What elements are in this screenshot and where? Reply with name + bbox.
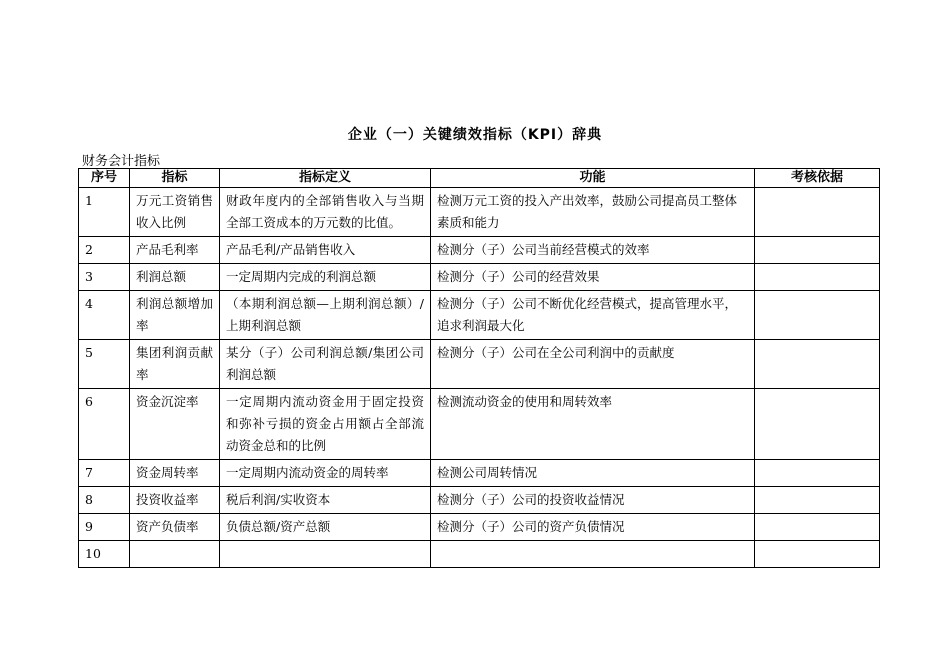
header-function: 功能 — [431, 169, 755, 188]
kpi-dictionary-table — [78, 168, 880, 568]
header-basis: 考核依据 — [755, 169, 880, 188]
cell-no: 8 — [79, 487, 130, 514]
cell-indicator: 投资收益率 — [130, 487, 220, 514]
cell-basis — [755, 237, 880, 264]
cell-basis — [755, 188, 880, 237]
cell-definition: 财政年度内的全部销售收入与当期全部工资成本的万元数的比值。 — [220, 188, 431, 237]
cell-definition: 一定周期内流动资金用于固定投资和弥补亏损的资金占用额占全部流动资金总和的比例 — [220, 389, 431, 460]
cell-no: 5 — [79, 340, 130, 389]
table-row — [79, 188, 880, 237]
table-row — [79, 487, 880, 514]
cell-indicator: 资金沉淀率 — [130, 389, 220, 460]
cell-definition: 产品毛利/产品销售收入 — [220, 237, 431, 264]
table-row — [79, 514, 880, 541]
cell-definition: 税后利润/实收资本 — [220, 487, 431, 514]
cell-indicator: 利润总额增加率 — [130, 291, 220, 340]
cell-function — [431, 541, 755, 568]
cell-basis — [755, 340, 880, 389]
cell-basis — [755, 389, 880, 460]
cell-definition — [220, 541, 431, 568]
cell-no: 4 — [79, 291, 130, 340]
cell-function: 检测分（子）公司不断优化经营模式，提高管理水平，追求利润最大化 — [431, 291, 755, 340]
header-indicator: 指标 — [130, 169, 220, 188]
cell-indicator: 集团利润贡献率 — [130, 340, 220, 389]
table-header-row — [79, 169, 880, 188]
table-row — [79, 291, 880, 340]
cell-no: 10 — [79, 541, 130, 568]
cell-definition: 一定周期内流动资金的周转率 — [220, 460, 431, 487]
cell-no: 6 — [79, 389, 130, 460]
cell-definition: 负债总额/资产总额 — [220, 514, 431, 541]
cell-definition: （本期利润总额—上期利润总额）/上期利润总额 — [220, 291, 431, 340]
cell-indicator: 资产负债率 — [130, 514, 220, 541]
cell-no: 3 — [79, 264, 130, 291]
cell-function: 检测分（子）公司在全公司利润中的贡献度 — [431, 340, 755, 389]
cell-function: 检测万元工资的投入产出效率，鼓励公司提高员工整体素质和能力 — [431, 188, 755, 237]
cell-indicator: 资金周转率 — [130, 460, 220, 487]
cell-basis — [755, 291, 880, 340]
cell-indicator: 万元工资销售收入比例 — [130, 188, 220, 237]
section-label: 财务会计指标 — [82, 154, 161, 169]
cell-function: 检测分（子）公司当前经营模式的效率 — [431, 237, 755, 264]
cell-basis — [755, 460, 880, 487]
cell-no: 2 — [79, 237, 130, 264]
cell-basis — [755, 487, 880, 514]
table-row — [79, 460, 880, 487]
cell-function: 检测分（子）公司的资产负债情况 — [431, 514, 755, 541]
cell-no: 7 — [79, 460, 130, 487]
cell-indicator — [130, 541, 220, 568]
cell-function: 检测分（子）公司的经营效果 — [431, 264, 755, 291]
table-row — [79, 237, 880, 264]
cell-no: 9 — [79, 514, 130, 541]
cell-function: 检测分（子）公司的投资收益情况 — [431, 487, 755, 514]
cell-basis — [755, 514, 880, 541]
cell-indicator: 利润总额 — [130, 264, 220, 291]
cell-function: 检测公司周转情况 — [431, 460, 755, 487]
cell-definition: 一定周期内完成的利润总额 — [220, 264, 431, 291]
cell-definition: 某分（子）公司利润总额/集团公司利润总额 — [220, 340, 431, 389]
cell-basis — [755, 264, 880, 291]
cell-indicator: 产品毛利率 — [130, 237, 220, 264]
table-row — [79, 340, 880, 389]
cell-no: 1 — [79, 188, 130, 237]
table-row — [79, 264, 880, 291]
cell-function: 检测流动资金的使用和周转效率 — [431, 389, 755, 460]
table-row — [79, 541, 880, 568]
header-no: 序号 — [79, 169, 130, 188]
table-row — [79, 389, 880, 460]
header-definition: 指标定义 — [220, 169, 431, 188]
cell-basis — [755, 541, 880, 568]
page-title: 企业（一）关键绩效指标（KPI）辞典 — [347, 127, 603, 143]
